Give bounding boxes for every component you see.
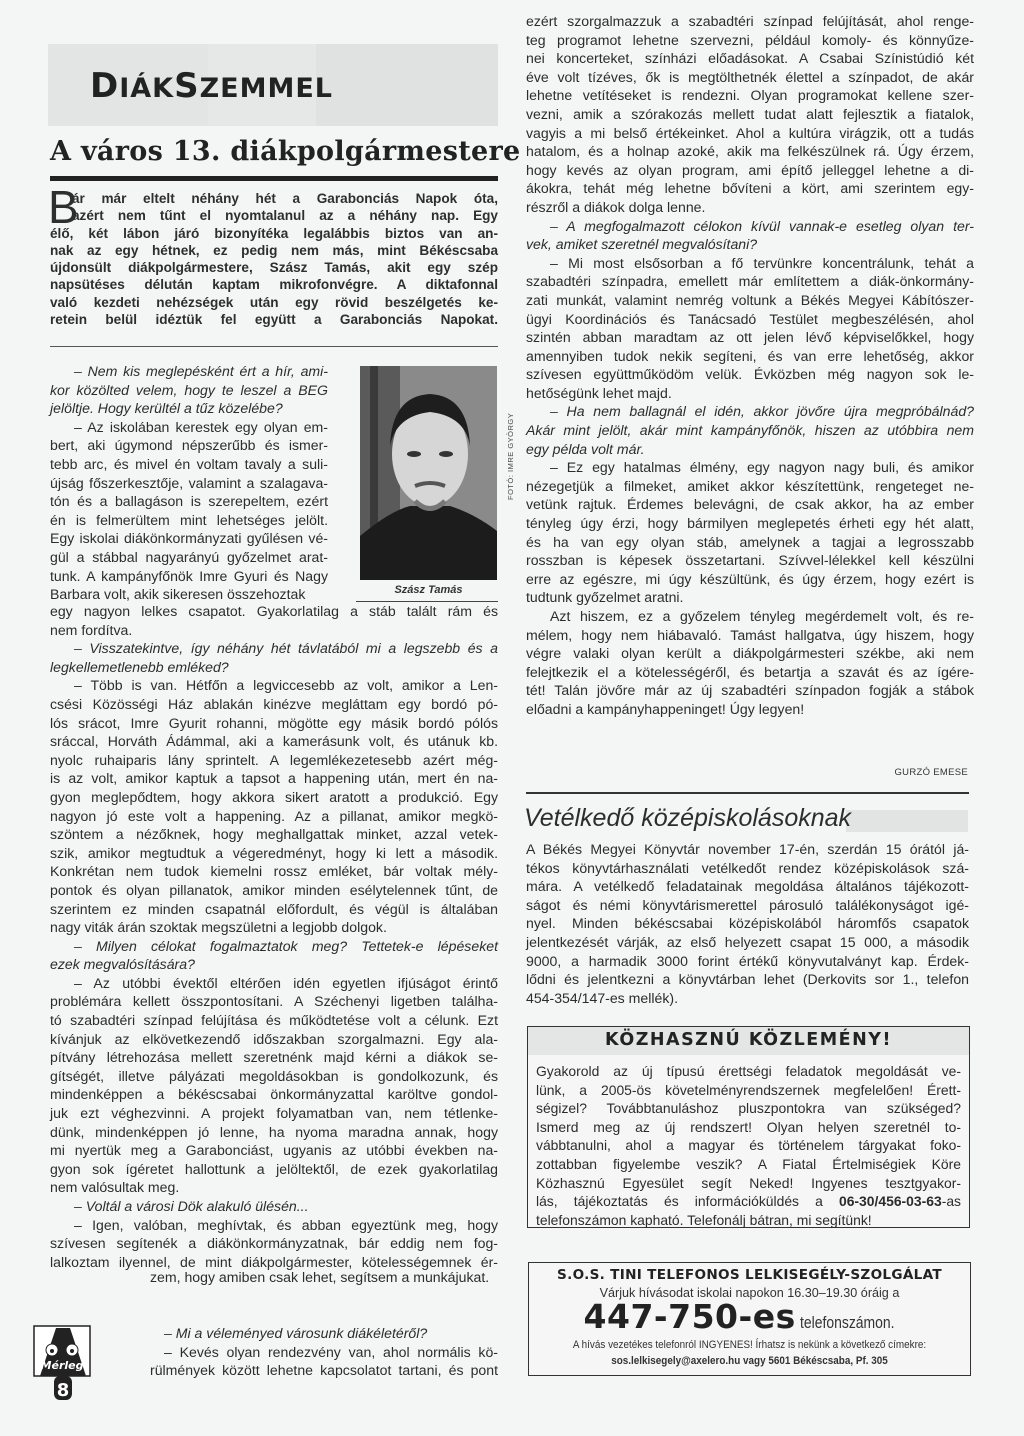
text-line: lehetne vetítéseket is rendezni. Olyan programokat kellene szer- bbox=[526, 87, 974, 104]
interview-question-line: – Voltál a városi Dök alakuló ülésén... bbox=[74, 1198, 309, 1214]
text-line: szabadtéri színpadra, emellett már említettem a diák-önkormány- bbox=[526, 273, 974, 290]
interview-question-line: ezek megvalósítására? bbox=[50, 956, 195, 973]
text-line: amennyiben tudok nekik segíteni, és van erre lehetőség, akkor bbox=[526, 347, 974, 364]
text-line: szívesen segítenék a diákönkormányzatnak, bár eddig nem fog- bbox=[50, 1235, 498, 1252]
text-line: rosszban is képesek összetartani. Szívvel-lélekkel kell készülni bbox=[526, 552, 974, 569]
text-line: lünk, a 2005-ös követelményrendszernek megfelelően! Érett- bbox=[536, 1081, 961, 1098]
text-line: ügyi Koordinációs és Tanácsadó Testület megbeszélésén, ahol bbox=[526, 310, 974, 327]
text-line: mára. A vetélkedő feladatainak megoldása általános tájékozott- bbox=[526, 878, 969, 895]
sos-hours: Várjuk hívásodat iskolai napokon 16.30–19.30 óráig a bbox=[599, 1286, 900, 1300]
interview-question-line: egy példa volt már. bbox=[526, 440, 645, 457]
text-line: vábbtanulni, ahol a magyar és történelem tárgyakat foko- bbox=[536, 1137, 961, 1154]
lead-line: napsütéses délután kaptam mikrofonvégre. A diktafonnal bbox=[50, 277, 498, 293]
page-number: 8 bbox=[56, 1380, 70, 1401]
text-line: – Az utóbbi évektől eltérően idén egyetlen ifjúságot érintő bbox=[74, 974, 498, 991]
text-line: rülmények között lehetne kapcsolatot tartani, és pont bbox=[150, 1362, 498, 1379]
text-line: pontok és olyan pillanatok, amikor minden esélytelennek tűnt, de bbox=[50, 881, 498, 898]
text-line: hatalom, és a holnap azoké, akik ma felkészülnek rá. Úgy érzem, bbox=[526, 143, 974, 160]
left-column-main bbox=[50, 602, 498, 1271]
text-line: nem fordítva. bbox=[50, 621, 133, 638]
text-line: jelentkezését várják, az első helyezett csapat 15 000, a második bbox=[526, 933, 969, 950]
sos-phone-number: 447-750-es bbox=[583, 1297, 796, 1336]
left-column-bottom-indented bbox=[150, 1324, 498, 1380]
interview-question-line: – Nem kis meglepésként ért a hír, ami- bbox=[74, 363, 328, 379]
text-line: teg programot lehetne szervezni, például komoly- és könnyűze- bbox=[526, 31, 974, 48]
author-byline: GURZÓ EMESE bbox=[894, 767, 968, 778]
text-line: Barbara volt, akik sikeresen összehoztak bbox=[50, 586, 306, 603]
text-line: Ismerd meg az új rendszert! Olyan helyen szeretnél to- bbox=[536, 1118, 961, 1135]
left-column-bottom bbox=[50, 1268, 498, 1287]
text-line: tudtunk győzelmet aratni. bbox=[526, 589, 684, 606]
sos-contact-address: sos.lelkisegely@axelero.hu vagy 5601 Békéscsaba, Pf. 305 bbox=[611, 1355, 888, 1367]
text-line: tét! Talán jövőre már az új szabadtéri színpadon fogják a stábok bbox=[526, 682, 974, 699]
article-lead bbox=[50, 190, 498, 328]
portrait-photo bbox=[360, 366, 497, 580]
interview-question-line: kor közölted velem, hogy te leszel a BEG bbox=[50, 381, 328, 398]
text-line: vagyis a mi belső értékeinket. Ahol a kultúra virágzik, ott a tudás bbox=[526, 124, 974, 141]
lead-line: retein belül idéztük fel együtt a Garabonciás Napokat. bbox=[50, 312, 498, 328]
sos-title: S.O.S. TINI TELEFONOS LELKISEGÉLY-SZOLGÁLAT bbox=[557, 1267, 942, 1283]
text-line: kívánjuk az elkövetkezendő időszakban szorgalmazni. Egy ala- bbox=[50, 1030, 498, 1047]
text-line: nézegetjük a filmeket, amiket akkor készítettünk, rengeteget ne- bbox=[526, 477, 974, 494]
text-line: lás, tájékoztatás és információküldés a 06-30/456-03-63-as bbox=[536, 1193, 961, 1210]
text-line: – Kevés olyan rendezvény van, ahol normális kö- bbox=[164, 1343, 498, 1360]
text-line: – Ez egy hatalmas élmény, egy nagyon nagy buli, és amikor bbox=[550, 459, 974, 476]
text-line: Konkrétan nem tudok kiemelni rossz emléket, bár voltak mély- bbox=[50, 863, 498, 880]
interview-question-line: legkellemetlenebb emléked? bbox=[50, 658, 229, 675]
text-line: és ha van egy olyan stáb, amelynek a tagjai a legrosszabb bbox=[526, 533, 974, 550]
text-line: – Az iskolában kerestek egy olyan em- bbox=[74, 418, 328, 435]
text-line: sráccal, Horváth Ádámmal, aki a kamerásunk volt, és utánuk kb. bbox=[50, 733, 498, 750]
article-headline: A város 13. diákpolgármestere bbox=[50, 136, 521, 167]
text-line: A Békés Megyei Könyvtár november 17-én, szerdán 15 órától já- bbox=[526, 841, 969, 857]
lead-line: nak az egy hétnek, ez pedig nem más, mint Békéscsaba bbox=[50, 242, 498, 258]
text-line: gyon sok ígéretet hallottunk a jelöltektől, de ezek gyakorlatilag bbox=[50, 1160, 498, 1177]
text-line: – Mi most elsősorban a fő tervünkre koncentrálunk, tehát a bbox=[550, 254, 974, 271]
text-line: szik, amikor megtudtuk a végeredményt, hogy ki lett a második. bbox=[50, 844, 498, 861]
text-line: szerintem ez minden csapatnál előfordult, és végül is általában bbox=[50, 900, 498, 917]
sos-free-call-note: A hívás vezetékes telefonról INGYENES! Írhatsz is nekünk a következő címekre: bbox=[572, 1339, 927, 1351]
kozhasznu-title: KÖZHASZNÚ KÖZLEMÉNY! bbox=[605, 1030, 892, 1050]
text-line: nyel. Minden békéscsabai középiskolából háromfős csapatok bbox=[526, 915, 969, 932]
text-line: ezért szorgalmazzuk a szabadtéri színpad felújítását, ahol renge- bbox=[526, 13, 974, 29]
text-line: tebb arc, és mivel én voltam tavaly a suli- bbox=[50, 455, 328, 472]
text-line: nei koncerteket, színházi előadásokat. A Csabai Színistúdió két bbox=[526, 50, 974, 67]
text-line: pítvány létrehozása mellett szeretnénk majd kérni a diákok se- bbox=[50, 1049, 498, 1066]
text-line: telefonszámon kapható. Telefonálj bátran, mi segítünk! bbox=[536, 1211, 872, 1228]
text-line: tékos könyvtárhasználati vetélkedőt rendez középiskolások szá- bbox=[526, 859, 969, 876]
vetelkedo-title: Vetélkedő középiskolásoknak bbox=[524, 804, 852, 832]
text-line: zottabban figyelembe veszik? A Fiatal Értelmiségiek Köre bbox=[536, 1155, 961, 1172]
text-line: juk ezt véghezvinni. A projekt folyamatban van, nem tétlenke- bbox=[50, 1105, 498, 1122]
interview-question-line: – Mi a véleményed városunk diákéletéről? bbox=[164, 1325, 428, 1341]
section-title: DIÁKSZEMMEL bbox=[90, 66, 334, 106]
merleg-logo-icon bbox=[32, 1322, 94, 1402]
sos-phone-row bbox=[529, 1297, 970, 1336]
text-line: ségizel? Továbbtanuláshoz pluszpontokra van szükséged? bbox=[536, 1100, 961, 1117]
vetelkedo-body bbox=[526, 840, 969, 1007]
lead-line: ár már eltelt néhány hét a Garabonciás Napok óta, bbox=[72, 191, 498, 206]
section-divider bbox=[526, 792, 969, 794]
text-line: csési Közösségi Ház ablakán kinézve megláttam egy bordó pó- bbox=[50, 695, 498, 712]
text-line: hetőségünk lehet majd. bbox=[526, 384, 672, 401]
photo-credit: FOTÓ: IMRE GYÖRGY bbox=[506, 412, 515, 500]
text-line: tényleg úgy érzi, hogy bármilyen meglepetés érheti egy hét alatt, bbox=[526, 515, 974, 532]
lead-line: újdonsült diákpolgármestere, Szász Tamás, akit egy szép bbox=[50, 260, 498, 276]
text-line: mélem, hogy nem hiábavaló. Tamást hallgatva, úgy hiszem, hogy bbox=[526, 626, 974, 643]
text-line: hogy kevés az olyan program, ami építő jelleggel lehetne a di- bbox=[526, 161, 974, 178]
text-line: Azt hiszem, ez a győzelem tényleg megérdemelt volt, és re- bbox=[550, 608, 974, 624]
lead-line: való kezdeti nehézségek után egy rövid beszélgetés ke- bbox=[50, 294, 498, 310]
text-line: nagyon jó este volt a happening. Az a pillanat, amikor megkö- bbox=[50, 807, 498, 824]
text-line: tón és a ballagáson is szerepeltem, ezért bbox=[50, 493, 328, 510]
text-line: szintén abban maradtam az ott jelen lévő képviselőkkel, hogy bbox=[526, 329, 974, 346]
text-line: is az volt, amikor kaptuk a tapsot a happening után, mert én na- bbox=[50, 770, 498, 787]
text-line: gítségét, illetve pályázati megoldásokban is gondolkozunk, és bbox=[50, 1067, 498, 1084]
text-line: Gyakorold az új típusú érettségi feladatok megoldását ve- bbox=[536, 1063, 961, 1079]
text-line: vetünk rajtuk. Érdemes belevágni, de csak akkor, ha az ember bbox=[526, 496, 974, 513]
text-line: – Igen, valóban, meghívtak, és abban egyeztünk meg, hogy bbox=[74, 1216, 498, 1233]
text-line: erre az egészre, mi úgy készültünk, és úgy érzem, hogy ezért is bbox=[526, 570, 974, 587]
text-line: problémára kellett összpontosítani. A Széchenyi ligetben találha- bbox=[50, 993, 498, 1010]
text-line: Közhasznú Egyesület segít Neked! Ingyenes tesztgyakor- bbox=[536, 1174, 961, 1191]
headline-rule bbox=[50, 176, 498, 181]
interview-question-line: jelöltje. Hogy kerültél a tűz közelébe? bbox=[50, 400, 283, 417]
lead-line: azért nem tűnt el nyomtalanul az a néhány nap. Egy bbox=[72, 208, 498, 224]
text-line: szöntem a nézőknek, hogy meghallgattak minket, azzal vetek- bbox=[50, 826, 498, 843]
text-line: gül a stábbal nagyarányú győzelmet arat- bbox=[50, 548, 328, 565]
text-line: előadni a kampányhappeninget! Úgy legyen! bbox=[526, 700, 805, 717]
text-line: dünk, mindenképpen jó lenne, ha nyoma maradna annak, hogy bbox=[50, 1123, 498, 1140]
text-line: felejtkezik el a kötelességéről, és betartja a szavát és az ígére- bbox=[526, 663, 974, 680]
text-line: éve volt tízéves, ők is megtölthetnék élettel a színpadot, de akár bbox=[526, 68, 974, 85]
title-shade bbox=[846, 810, 968, 832]
drop-cap: B bbox=[48, 181, 79, 233]
right-column-main bbox=[526, 12, 974, 719]
merleg-logo bbox=[32, 1322, 94, 1402]
text-line: mi nyertük meg a Garabonciást, ugyanis az utóbbi években na- bbox=[50, 1142, 498, 1159]
text-line: ságot és némi könyvtárismerettel párosuló találékonyságot igé- bbox=[526, 896, 969, 913]
sos-phone-suffix: telefonszámon. bbox=[800, 1313, 895, 1332]
text-line: nagy viták árán szoktak megszületni a legjobb dolgok. bbox=[50, 919, 387, 936]
lead-rule bbox=[50, 346, 498, 347]
section-masthead bbox=[48, 44, 498, 126]
text-line: zati munkát, valamint nemrég voltunk a Békés Megyei Kábítószer- bbox=[526, 291, 974, 308]
text-line: tó szabadtéri színpad felújítása és működtetése volt a célunk. Ezt bbox=[50, 1012, 498, 1029]
lead-line: élő, két lábon járó bizonyítéka legalábbis biztos van an- bbox=[50, 225, 498, 241]
text-line: bert, aki úgymond népszerűbb és ismer- bbox=[50, 437, 328, 454]
portrait-image bbox=[360, 366, 497, 580]
text-line: nem valósultak meg. bbox=[50, 1179, 180, 1196]
interview-question-line: – Ha nem ballagnál el idén, akkor jövőre újra megpróbálnád? bbox=[550, 403, 974, 420]
text-line: mindenképpen a békéscsabai önkormányzattal karöltve gondol- bbox=[50, 1086, 498, 1103]
sos-box bbox=[528, 1262, 971, 1376]
text-line: 454-354/147-es mellék). bbox=[526, 989, 678, 1006]
text-line: végre valaki olyan került a diákpolgármesteri székbe, aki nem bbox=[526, 645, 974, 662]
text-line: nyolc ruhaiparis lány sprintelt. A legemlékezetesebb azért még- bbox=[50, 751, 498, 768]
text-line: Egy iskolai diákönkormányzati gyűlésen vé- bbox=[50, 530, 328, 547]
left-column-top bbox=[50, 362, 328, 604]
interview-question-line: – Milyen célokat fogalmaztatok meg? Tettetek-e lépéseket bbox=[74, 937, 498, 954]
text-line: 9000, a harmadik 3000 forint értékű könyvutalványt kap. Érdek- bbox=[526, 952, 969, 969]
interview-question-line: vek, amiket szeretnél megvalósítani? bbox=[526, 236, 758, 253]
logo-text: Mérleg bbox=[40, 1359, 84, 1372]
text-line: részről a diákok dolga lenne. bbox=[526, 198, 706, 215]
text-line: szívesen együttműködöm velük. Évközben még nagyon sok le- bbox=[526, 366, 974, 383]
kozhasznu-box bbox=[527, 1026, 970, 1228]
text-line: lalkoztam ilyennel, de mint diákpolgármester, kötelességemnek ér- bbox=[50, 1253, 498, 1270]
text-line: egy nagyon lelkes csapatot. Gyakorlatilag a stáb talált rám és bbox=[50, 603, 498, 619]
photo-caption: Szász Tamás bbox=[394, 584, 463, 596]
kozhasznu-body bbox=[536, 1062, 961, 1229]
text-line: lődni és jelentkezni a könyvtárban lehet (Derkovits sor 1., telefon bbox=[526, 971, 969, 988]
interview-question-line: – Visszatekintve, így néhány hét távlatából mi a legszebb és a bbox=[74, 640, 498, 657]
text-line: vezni, amik a szórakozás mellett tudat alatt fejlesztik a fiatalok, bbox=[526, 105, 974, 122]
text-line: gyon meglepődtem, hogy akkora sikert aratott a produkció. Egy bbox=[50, 788, 498, 805]
text-line: zem, hogy amiben csak lehet, segítsem a munkájukat. bbox=[150, 1269, 490, 1285]
interview-question-line: – A megfogalmazott célokon kívül vannak-e esetleg olyan ter- bbox=[550, 217, 974, 234]
interview-question-line: Akár mint jelölt, akár mint kampányfőnök, hiszen az utóbbira nem bbox=[526, 422, 974, 439]
phone-number: 06-30/456-03-63 bbox=[838, 1193, 942, 1210]
text-line: tunk. A kampányfőnök Imre Gyuri és Nagy bbox=[50, 567, 328, 584]
text-line: ákokra, tehát még lehetne bővíteni a kört, ami szerintem egy- bbox=[526, 180, 974, 197]
text-line: – Több is van. Hétfőn a legviccesebb az volt, amikor a Len- bbox=[74, 677, 498, 694]
text-line: újság főszerkesztője, valamint a szalagava- bbox=[50, 474, 328, 491]
text-line: én is felmerültem mint lehetséges jelölt. bbox=[50, 511, 328, 528]
text-line: lós srácot, Imre Gyurit rohanni, mögötte egy másik bordó pólós bbox=[50, 714, 498, 731]
